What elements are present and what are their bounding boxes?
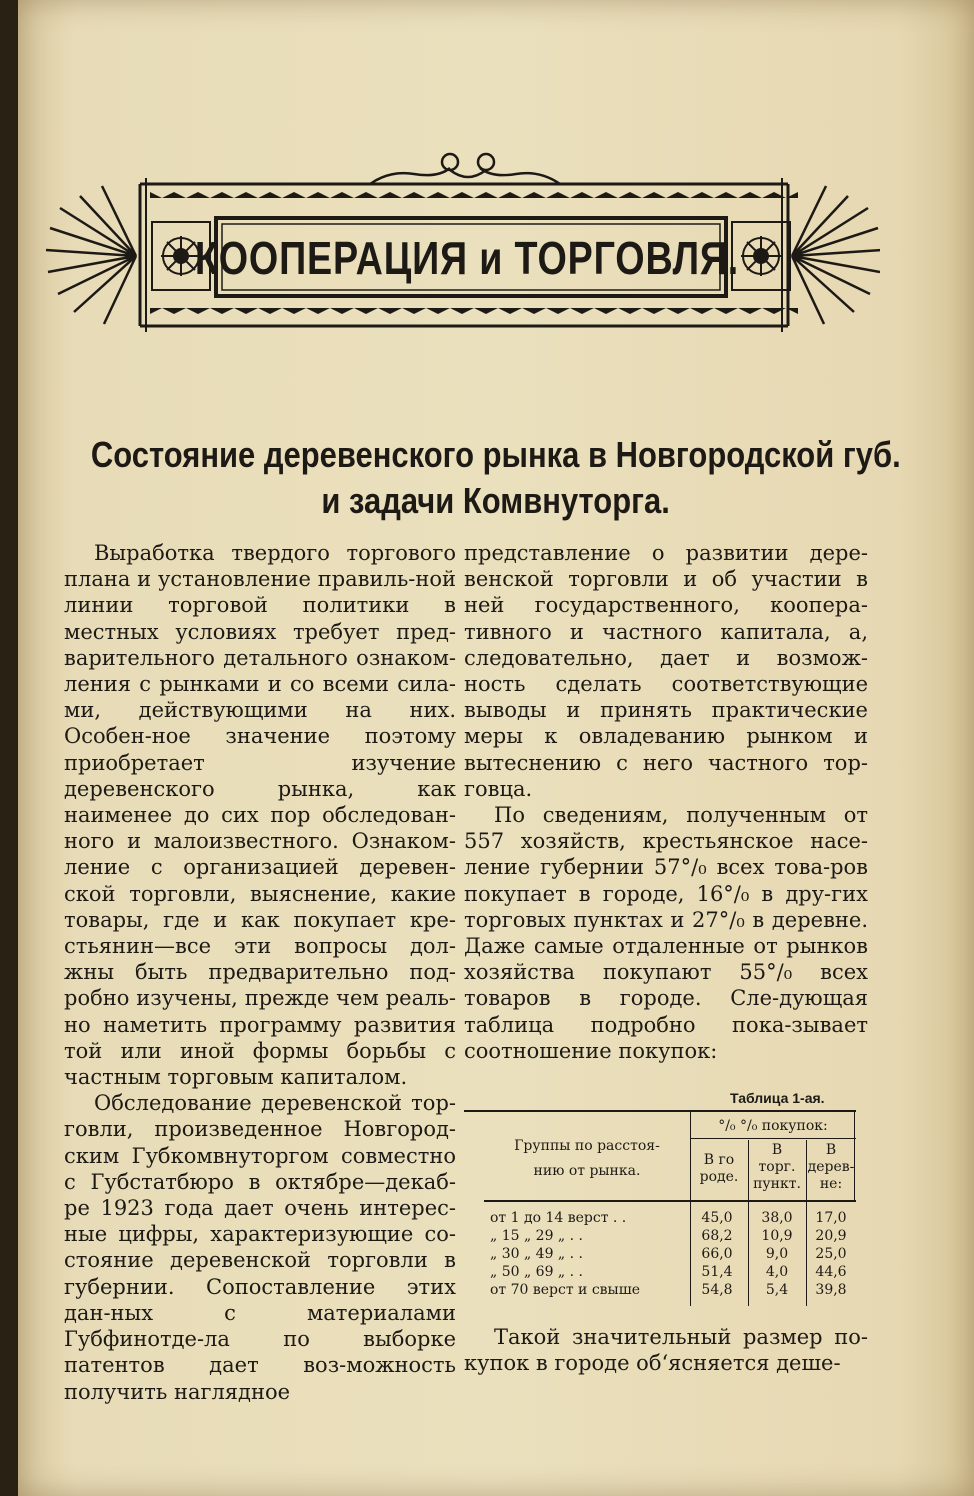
right-column: [464, 540, 868, 1064]
section-title: КООПЕРАЦИЯ и ТОРГОВЛЯ.: [194, 232, 740, 284]
article-title-line-2: и задачи Комвнуторга.: [321, 480, 671, 521]
purchases-table: [464, 1110, 856, 1308]
paragraph: представление о развитии дере-венской торговли и об участии в ней государственного, коопера-тивного и частного капитала, а, следовательно, дает и возмож-ность сделать соответствующие выводы и принять практические меры к овладеванию рынком и вытеснению с него частного тор-говца.: [464, 541, 868, 801]
table-rule: [690, 1138, 856, 1139]
table-row: „ 50 „ 69 „ . . 51,4 4,0 44,6: [490, 1264, 847, 1280]
table-rule: [484, 1200, 856, 1202]
table-header-trade: В торг. пункт.: [753, 1142, 801, 1192]
table-caption: Таблица 1-ая.: [730, 1090, 825, 1106]
table-row: „ 15 „ 29 „ . . 68,2 10,9 20,9: [490, 1228, 847, 1244]
table-row: от 70 верст и свыше 54,8 5,4 39,8: [490, 1282, 847, 1298]
table-rule: [464, 1110, 856, 1112]
table-row: от 1 до 14 верст . . 45,0 38,0 17,0: [490, 1210, 847, 1226]
right-column-continued: [464, 1324, 868, 1376]
paragraph: Такой значительный размер по-купок в городе об‘ясняется деше-: [464, 1325, 868, 1376]
table-header-group: Группы по расстоя- нию от рынка.: [514, 1138, 660, 1179]
left-column: [64, 540, 456, 1405]
article-title-line-1: Состояние деревенского рынка в Новгородской губ.: [91, 434, 901, 475]
table-row: „ 30 „ 49 „ . . 66,0 9,0 25,0: [490, 1246, 847, 1262]
paragraph: Выработка твердого торгового плана и установление правиль-ной линии торговой политики в местных условиях требует пред-варительного детального ознаком-ления с рынками и со всеми сила-ми, действующими на них. Особен-ное значение поэтому приобретает изучение деревенского рынка, как наименее до сих пор обследован-ного и малоизвестного. Ознаком-ление с организацией деревен-ской торговли, выяснение, какие товары, где и как покупает кре-стьянин—все эти вопросы дол-жны быть предварительно под-робно изучены, прежде чем реаль-но наметить программу развития той или иной формы борьбы с частным торговым капиталом.: [64, 541, 456, 1090]
page: [18, 0, 974, 1496]
table-header-village: В дерев- не:: [807, 1142, 855, 1192]
table-header-city: В го роде.: [699, 1152, 739, 1185]
paragraph: Обследование деревенской тор-говли, произведенное Новгород-ским Губкомвнуторгом совместно с Губстатбюро в октябре—декаб-ре 1923 года дает очень интерес-ные цифры, характеризующие со-стояние деревенской торговли в губернии. Сопоставление этих дан-ных с материалами Губфинотде-ла по выборке патентов дает воз-можность получить наглядное: [64, 1091, 456, 1404]
table-header-pct: °/₀ °/₀ покупок:: [718, 1118, 828, 1134]
paragraph: По сведениям, полученным от 557 хозяйств, крестьянское насе-ление губернии 57°/₀ всех това-ров покупает в городе, 16°/₀ в дру-гих торговых пунктах и 27°/₀ в деревне. Даже самые отдаленные от рынков хозяйства покупают 55°/₀ всех товаров в городе. Сле-дующая таблица подробно пока-зывает соотношение покупок:: [464, 803, 868, 1063]
